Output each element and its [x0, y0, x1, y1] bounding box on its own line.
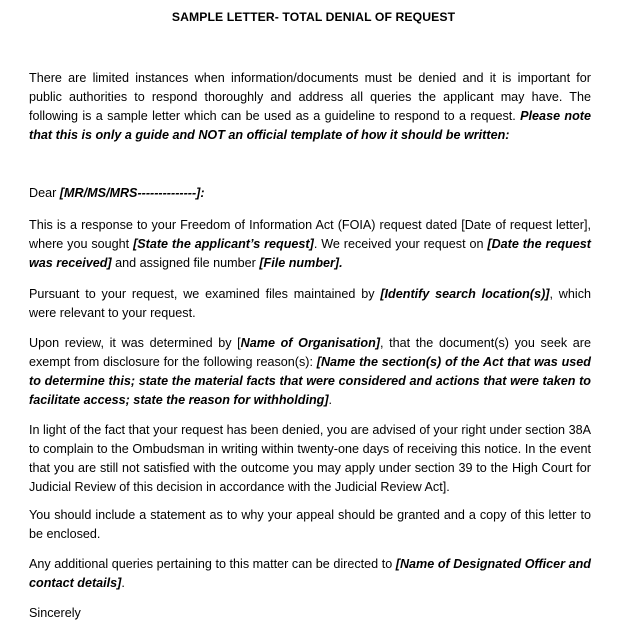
- closing: Sincerely: [29, 606, 81, 620]
- file-number-placeholder: [File number].: [259, 256, 343, 270]
- organisation-placeholder: Name of Organisation]: [240, 336, 381, 350]
- search-text-2: , which were relevant to your request.: [29, 287, 591, 320]
- review-text-2: , that the document(s) you seek are exempt from disclosure for the following reason(s):: [29, 336, 591, 369]
- review-text-1: Upon review, it was determined by [: [29, 336, 241, 350]
- salutation-placeholder: [MR/MS/MRS--------------]:: [59, 186, 205, 200]
- queries-paragraph: [29, 555, 591, 593]
- statement-paragraph: You should include a statement as to why your appeal should be granted and a copy of this letter to be enclosed.: [29, 508, 591, 541]
- intro-paragraph: [29, 69, 591, 145]
- appeal-paragraph: In light of the fact that your request has been denied, you are advised of your right under section 38A to complain to the Ombudsman in writing within twenty-one days of receiving this notice. In the event that you are still not satisfied with the outcome you may apply under section 39 to the High Court for Judicial Review of this decision in accordance with the Judicial Review Act].: [29, 423, 591, 494]
- salutation: [29, 184, 591, 203]
- queries-text-1: Any additional queries pertaining to this matter can be directed to: [29, 557, 396, 571]
- search-location-placeholder: [Identify search location(s)]: [380, 287, 550, 301]
- search-paragraph: [29, 285, 591, 323]
- response-text-3: and assigned file number: [111, 256, 260, 270]
- response-text-1: This is a response to your Freedom of Information Act (FOIA) request dated [Date of request letter], where you sought: [29, 218, 591, 251]
- queries-text-2: .: [121, 576, 125, 590]
- designated-officer-placeholder: [Name of Designated Officer and contact details]: [29, 557, 592, 590]
- review-paragraph: [29, 334, 591, 410]
- date-received-placeholder: [Date the request was received]: [29, 237, 592, 270]
- document-title: SAMPLE LETTER- TOTAL DENIAL OF REQUEST: [171, 10, 456, 24]
- withholding-reason-placeholder: [Name the section(s) of the Act that was used to determine this; state the material facts that were considered and actions that were taken to facilitate access; state the reason for withholding]: [29, 355, 592, 407]
- salutation-prefix: Dear: [29, 186, 60, 200]
- applicant-request-placeholder: [State the applicant’s request]: [133, 237, 314, 251]
- intro-text: There are limited instances when information/documents must be denied and it is important for public authorities to respond thoroughly and address all queries the applicant may have. The following is a sample letter which can be used as a guideline to respond to a request.: [29, 71, 591, 123]
- intro-note: Please note that this is only a guide and NOT an official template of how it should be written:: [29, 109, 592, 142]
- search-text-1: Pursuant to your request, we examined files maintained by: [29, 287, 381, 301]
- response-paragraph: [29, 216, 591, 273]
- response-text-2: . We received your request on: [313, 237, 488, 251]
- review-text-3: .: [328, 393, 333, 407]
